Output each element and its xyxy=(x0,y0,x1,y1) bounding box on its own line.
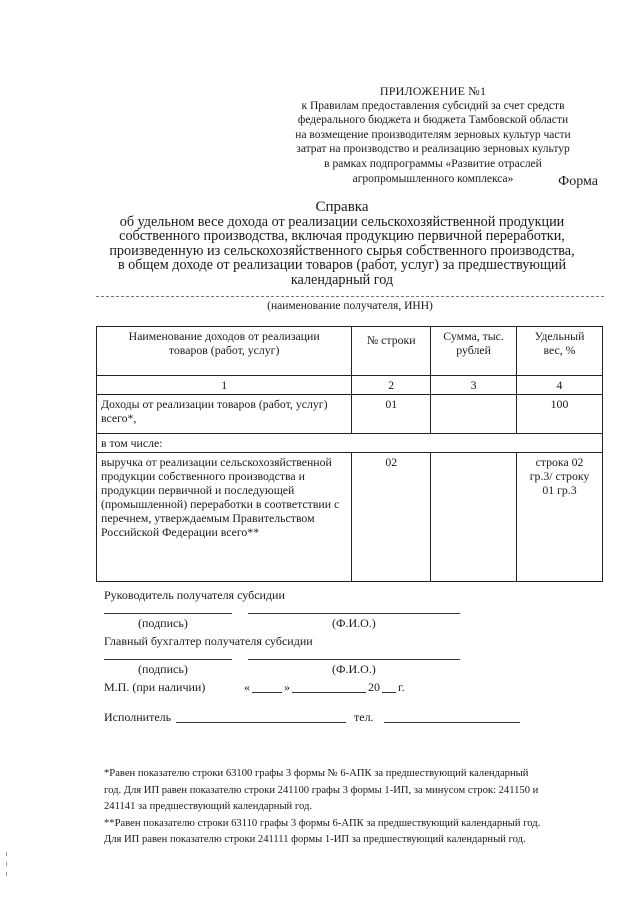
row-name: выручка от реализации сельскохозяйственной продукции собственного производства и продукции первичной и последующей (промышленной) переработки в соответствии с перечнем, утверждаемым Правительством Российской Федерации всего** xyxy=(97,453,352,582)
table-row xyxy=(97,434,603,453)
appendix-heading: ПРИЛОЖЕНИЕ №1 xyxy=(379,84,487,98)
accountant-signature-line[interactable] xyxy=(104,659,232,660)
header-sum: Сумма, тыс. рублей xyxy=(431,327,517,376)
date-year-line[interactable] xyxy=(382,692,396,693)
footnotes xyxy=(104,766,604,849)
title-heading: Справка xyxy=(315,199,369,215)
fio-caption: (Ф.И.О.) xyxy=(332,616,376,630)
accountant-label: Главный бухгалтер получателя субсидии xyxy=(104,634,313,648)
title-line: в общем доходе от реализации товаров (работ, услуг) за предшествующий xyxy=(117,257,567,274)
head-label: Руководитель получателя субсидии xyxy=(104,588,285,602)
head-signature-line[interactable] xyxy=(104,613,232,614)
recipient-caption: (наименование получателя, ИНН) xyxy=(267,300,433,312)
recipient-line[interactable] xyxy=(96,296,604,297)
col-number: 3 xyxy=(431,376,517,395)
accountant-fio-line[interactable] xyxy=(248,659,460,660)
income-table xyxy=(96,326,603,582)
date-day-line[interactable] xyxy=(252,692,282,693)
table-row xyxy=(97,453,603,582)
scan-mark xyxy=(6,872,7,876)
scan-mark xyxy=(6,852,7,856)
table-header-row xyxy=(97,327,603,376)
footnote-line: 241141 за предшествующий календарный год. xyxy=(104,801,312,813)
form-label: Форма xyxy=(558,174,598,189)
table-row xyxy=(97,395,603,434)
footnote-line: год. Для ИП равен показателю строки 241100 графы 3 формы 1-ИП, за минусом строк: 241150 и xyxy=(104,784,539,796)
row-sum-cell[interactable] xyxy=(431,453,517,582)
title-line: произведенную из сельскохозяйственного сырья собственного производства, xyxy=(109,242,575,259)
phone-label: тел. xyxy=(354,710,374,724)
executor-label: Исполнитель xyxy=(104,710,172,724)
date-close-quote: » xyxy=(284,680,290,694)
stamp-label: М.П. (при наличии) xyxy=(104,680,206,694)
fio-caption: (Ф.И.О.) xyxy=(332,662,376,676)
row-line-number: 02 xyxy=(352,453,431,582)
footnote-line: *Равен показателю строки 63100 графы 3 формы № 6-АПК за предшествующий календарный xyxy=(104,768,529,779)
appendix-line: к Правилам предоставления субсидий за счет средств xyxy=(301,99,565,112)
title-line: календарный год xyxy=(290,271,394,288)
date-month-line[interactable] xyxy=(292,692,366,693)
date-open-quote: « xyxy=(244,680,250,694)
appendix-line: затрат на производство и реализацию зерновых культур xyxy=(296,143,570,156)
appendix-line: на возмещение производителям зерновых культур части xyxy=(295,128,571,141)
date-year-prefix: 20 xyxy=(368,680,380,694)
row-sum-cell[interactable] xyxy=(431,395,517,434)
document-title xyxy=(88,200,596,288)
scan-mark xyxy=(6,862,7,866)
row-share: 100 xyxy=(517,395,603,434)
signature-caption: (подпись) xyxy=(138,662,188,676)
title-line: об удельном весе дохода от реализации сельскохозяйственной продукции xyxy=(119,213,565,230)
col-number: 4 xyxy=(517,376,603,395)
column-numbers-row xyxy=(97,376,603,395)
header-line-number: № строки xyxy=(352,327,431,376)
signature-caption: (подпись) xyxy=(138,616,188,630)
appendix-block xyxy=(268,84,598,186)
col-number: 1 xyxy=(97,376,352,395)
executor-line[interactable] xyxy=(176,722,346,723)
phone-line[interactable] xyxy=(384,722,520,723)
header-share: Удельный вес, % xyxy=(517,327,603,376)
header-name: Наименование доходов от реализации товаров (работ, услуг) xyxy=(97,327,352,376)
footnote-line: **Равен показателю строки 63110 графы 3 формы 6-АПК за предшествующий календарный год. xyxy=(104,817,541,829)
appendix-line: агропромышленного комплекса» xyxy=(352,172,514,185)
row-share: строка 02 гр.3/ строку 01 гр.3 xyxy=(517,453,603,582)
date-year-suffix: г. xyxy=(398,680,405,694)
appendix-line: в рамках подпрограммы «Развитие отраслей xyxy=(324,157,542,170)
head-fio-line[interactable] xyxy=(248,613,460,614)
title-line: собственного производства, включая продукцию первичной переработки, xyxy=(119,228,565,245)
footnote-line: Для ИП равен показателю строки 241111 формы 1-ИП за предшествующий календарный год. xyxy=(104,834,526,846)
col-number: 2 xyxy=(352,376,431,395)
row-subheading: в том числе: xyxy=(97,434,603,453)
row-name: Доходы от реализации товаров (работ, услуг) всего*, xyxy=(97,395,352,434)
row-line-number: 01 xyxy=(352,395,431,434)
appendix-line: федерального бюджета и бюджета Тамбовской области xyxy=(297,114,569,127)
